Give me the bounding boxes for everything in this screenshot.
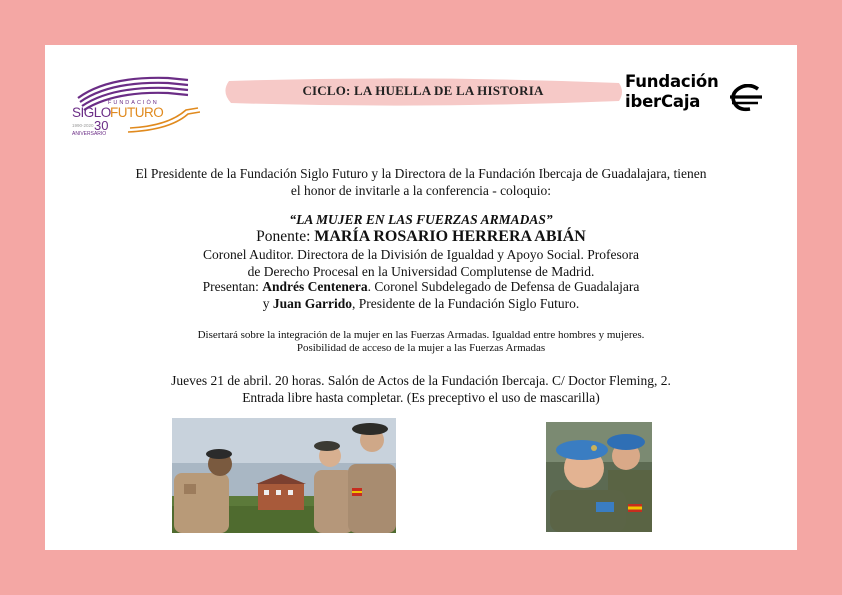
presenter-1-name: Andrés Centenera [262, 279, 368, 294]
event-details [45, 373, 797, 406]
speaker-line [45, 228, 797, 246]
ibercaja-logo-line2: iberCaja [625, 92, 701, 111]
presenter-line-2 [45, 296, 797, 313]
blue-berets-photo [546, 422, 652, 532]
presenter-1-role: . Coronel Subdelegado de Defensa de Guadalajara [367, 279, 640, 294]
event-date-line: Jueves 21 de abril. 20 horas. Salón de Actos de la Fundación Ibercaja. C/ Doctor Fleming, 2. [171, 373, 671, 388]
presenter-line-1 [45, 279, 797, 296]
conference-title: “LA MUJER EN LAS FUERZAS ARMADAS” [289, 212, 553, 227]
siglo-futuro-logo [68, 68, 200, 138]
cycle-banner [223, 77, 623, 107]
presenter-2-prefix: y [262, 295, 273, 311]
intro-line-2: el honor de invitarle a la conferencia - coloquio: [290, 183, 552, 198]
speaker-name: MARÍA ROSARIO HERRERA ABIÁN [314, 228, 586, 245]
svg-text:FUNDACIÓN: FUNDACIÓN [108, 100, 159, 106]
bio-line-2: de Derecho Procesal en la Universidad Complutense de Madrid. [247, 263, 595, 279]
intro-line-1: El Presidente de la Fundación Siglo Futuro y la Directora de la Fundación Ibercaja de Guadalajara, tienen [135, 166, 707, 181]
svg-text:30: 30 [94, 118, 109, 133]
soldiers-photo [172, 418, 396, 533]
presenter-2-name: Juan Garrido [272, 295, 353, 311]
svg-text:1990-2020: 1990-2020 [72, 123, 94, 128]
svg-text:FUTURO: FUTURO [110, 105, 164, 120]
ibercaja-logo [623, 70, 773, 122]
presenter-2-role: , Presidente de la Fundación Siglo Futuro. [352, 295, 580, 311]
svg-text:SIGLO: SIGLO [72, 105, 111, 120]
invitation-card [45, 45, 797, 550]
event-entry-line: Entrada libre hasta completar. (Es preceptivo el uso de mascarilla) [242, 389, 600, 405]
presenters [45, 279, 797, 312]
speaker-bio [45, 247, 797, 280]
summary-line-1: Disertará sobre la integración de la mujer en las Fuerzas Armadas. Igualdad entre hombres y mujeres. [197, 329, 645, 341]
speaker-label: Ponente: [256, 228, 315, 245]
svg-text:ANIVERSARIO: ANIVERSARIO [72, 131, 107, 137]
presenters-label: Presentan: [202, 279, 263, 294]
ibercaja-logo-line1: Fundación [625, 72, 719, 91]
invitation-intro [45, 165, 797, 199]
cycle-title: CICLO: LA HUELLA DE LA HISTORIA [302, 83, 544, 98]
bio-line-1: Coronel Auditor. Directora de la División de Igualdad y Apoyo Social. Profesora [202, 247, 640, 262]
talk-summary [45, 329, 797, 355]
ibercaja-symbol-icon [728, 84, 766, 112]
summary-line-2: Posibilidad de acceso de la mujer a las Fuerzas Armadas [296, 342, 546, 354]
